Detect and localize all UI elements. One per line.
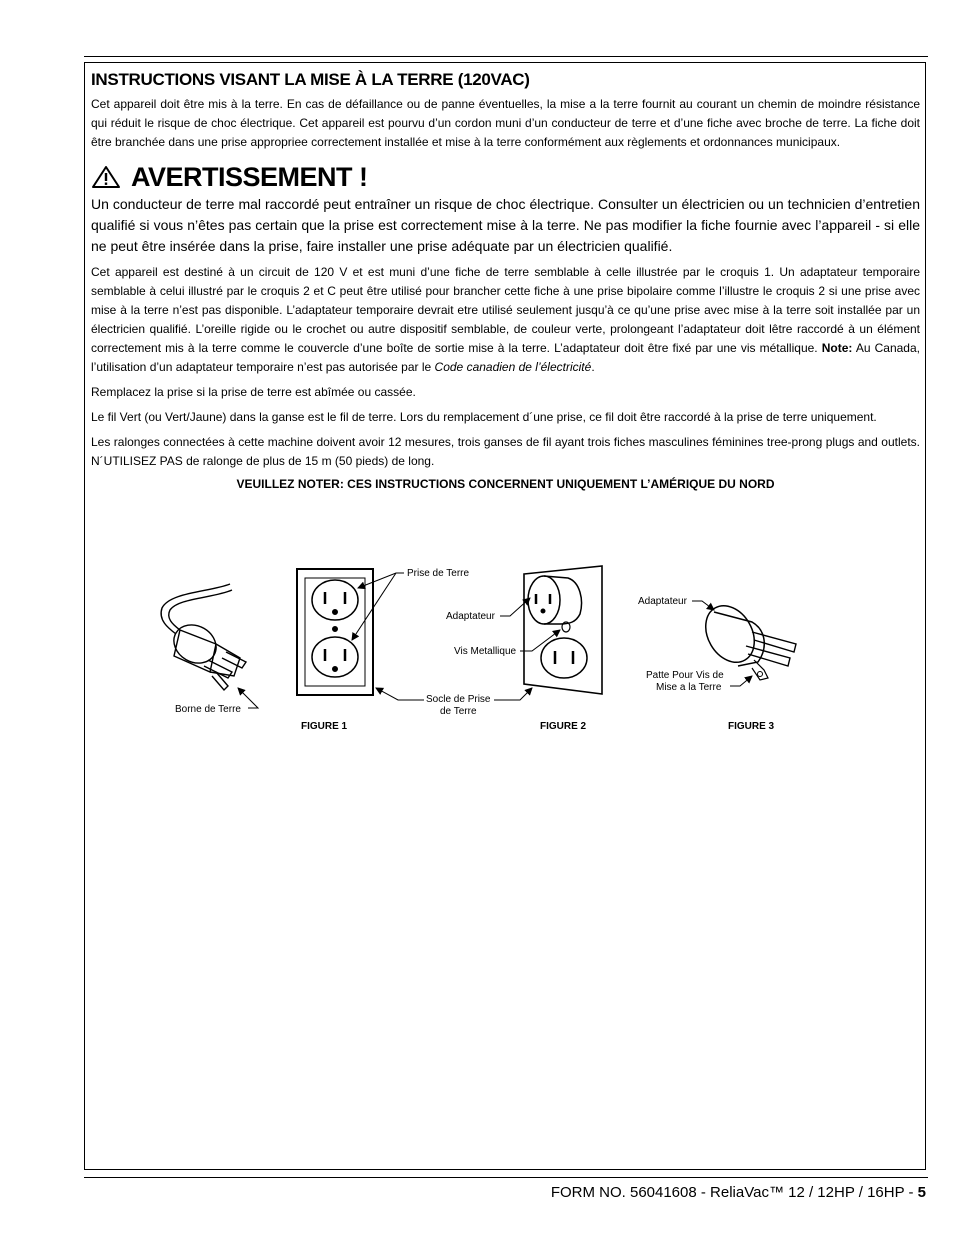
label-prise-terre: Prise de Terre (407, 568, 470, 579)
bottom-rule (84, 1177, 928, 1178)
label-adaptateur-fig3: Adaptateur (638, 596, 687, 607)
paragraph-replace: Remplacez la prise si la prise de terre est abîmée ou cassée. (91, 385, 416, 399)
figure-3-adapter-drawing (696, 597, 796, 680)
note-end: . (591, 360, 595, 374)
paragraph-circuit-text: Cet appareil est destiné à un circuit de 120 V et est muni d’une fiche de terre semblable à celle illustrée par le croquis 1. Un adaptateur temporaire semblable à celui illustré par le croquis 2 et C peut être utilisé pour brancher cette fiche à une prise bipolaire comme l’illustre le croquis 2 si une prise avec mise à la terre n’est pas disponible. L’adaptateur temporaire devrait etre utilisé seulement jusqu’à ce qu’une prise avec mise à la terre soit installée par un électricien qualifié. L’oreille rigide ou le crochet ou autre dispositif semblable, de couleur verte, prolongeant l’adaptateur doit lêtre raccordé à un élément correctement mis à la terre comme le couvercle d’une boîte de sortie mise à la terre. L’adaptateur doit être fixé par une vis métallique. (91, 265, 920, 355)
paragraph-circuit (91, 263, 920, 377)
warning-text: Un conducteur de terre mal raccordé peut entraîner un risque de choc électrique. Consulter un électricien ou un technicien d’entretien qualifié si vous n’êtes pas certain que la prise est correctement mise à la terre. Ne pas modifier la fiche fournie avec l’appareil - si elle ne peut être insérée dans la prise, faire installer une prise adéquate par un électricien qualifié. (91, 196, 920, 254)
page-number: 5 (917, 1184, 926, 1201)
label-vis: Vis Metallique (454, 646, 517, 657)
paragraph-extension: Les ralonges connectées à cette machine doivent avoir 12 mesures, trois ganses de fil ayant trois fiches masculines féminines tree-prong plugs and outlets. N´UTILISEZ PAS de ralonge de plus de 15 m (50 pieds) de long. (91, 435, 920, 468)
figure-1-caption: FIGURE 1 (301, 721, 348, 732)
intro-paragraph: Cet appareil doit être mis à la terre. En cas de défaillance ou de panne éventuelles, la mise a la terre fournit au courant un chemin de moindre résistance qui réduit le risque de choc électrique. Cet appareil est pourvu d’un cordon muni d’un conducteur de terre et d’une fiche avec broche de terre. La fiche doit être branchée dans une prise appropriee correctement installée et mise à la terre conformément aux règlements et ordonnances municipaux. (91, 97, 920, 149)
warning-triangle-icon (91, 165, 121, 189)
section-title: INSTRUCTIONS VISANT LA MISE À LA TERRE (120VAC) (91, 70, 530, 89)
paragraph-wire: Le fil Vert (ou Vert/Jaune) dans la ganse est le fil de terre. Lors du remplacement d´une prise, ce fil doit être raccordé à la prise de terre uniquement. (91, 410, 877, 424)
footer-form-number: FORM NO. 56041608 - ReliaVac™ 12 / 12HP / 16HP - (550, 1184, 918, 1201)
label-borne: Borne de Terre (175, 704, 241, 715)
figure-2-caption: FIGURE 2 (540, 721, 587, 732)
label-socle-1: Socle de Prise (426, 694, 491, 705)
page-footer (551, 1184, 926, 1201)
label-adaptateur: Adaptateur (446, 611, 495, 622)
top-rule (84, 56, 928, 57)
figure-3-caption: FIGURE 3 (728, 721, 775, 732)
label-patte-1: Patte Pour Vis de (646, 670, 724, 681)
figure-1-plug-drawing (161, 584, 246, 690)
grounding-figures (140, 548, 820, 738)
label-patte-2: Mise a la Terre (656, 682, 722, 693)
note-text: Au Canada, l’utilisation d’un adaptateur temporaire n’est pas autorisée par le (91, 341, 920, 374)
north-america-note: VEUILLEZ NOTER: CES INSTRUCTIONS CONCERNENT UNIQUEMENT L’AMÉRIQUE DU NORD (236, 477, 775, 491)
warning-title: AVERTISSEMENT ! (131, 162, 368, 192)
note-code-reference: Code canadien de l’électricité (434, 360, 592, 374)
note-label: Note: (821, 341, 853, 355)
figure-2-adapter-drawing (524, 566, 602, 694)
figure-1-outlet-drawing (297, 569, 373, 695)
label-socle-2: de Terre (440, 706, 477, 717)
warning-header (91, 162, 920, 192)
page-content (91, 70, 920, 491)
